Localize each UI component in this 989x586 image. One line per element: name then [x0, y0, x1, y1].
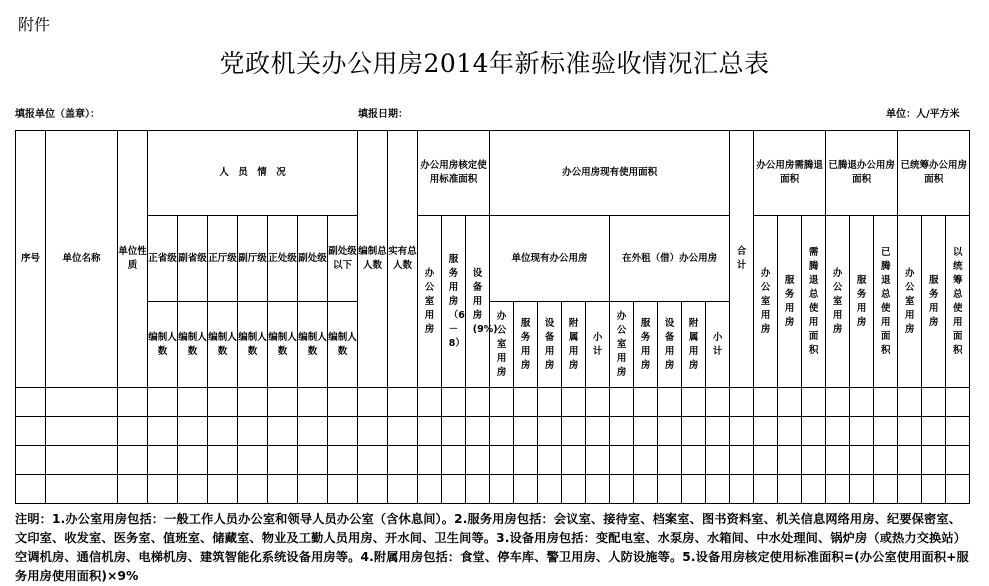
table-cell[interactable]: [874, 446, 898, 475]
table-cell[interactable]: [682, 475, 706, 504]
table-cell[interactable]: [754, 446, 778, 475]
table-cell[interactable]: [754, 475, 778, 504]
table-cell[interactable]: [946, 446, 970, 475]
quota-cell: 编制人数: [298, 302, 328, 388]
table-cell[interactable]: [118, 446, 148, 475]
table-cell[interactable]: [46, 417, 118, 446]
table-cell[interactable]: [562, 417, 586, 446]
table-row: [16, 475, 970, 504]
table-cell[interactable]: [562, 446, 586, 475]
table-cell[interactable]: [388, 475, 418, 504]
quota-cell: 编制人数: [178, 302, 208, 388]
table-cell[interactable]: [148, 446, 178, 475]
table-cell[interactable]: [418, 388, 442, 417]
table-cell[interactable]: [730, 475, 754, 504]
table-cell[interactable]: [850, 388, 874, 417]
header-total: 合计: [730, 131, 754, 388]
quota-cell: 编制人数: [268, 302, 298, 388]
table-cell[interactable]: [754, 388, 778, 417]
table-cell[interactable]: [922, 446, 946, 475]
header-personnel: 人 员 情 况: [148, 131, 358, 216]
table-cell[interactable]: [586, 475, 610, 504]
table-cell[interactable]: [490, 475, 514, 504]
table-cell[interactable]: [826, 388, 850, 417]
table-cell[interactable]: [442, 446, 466, 475]
table-cell[interactable]: [850, 475, 874, 504]
table-row: [16, 417, 970, 446]
vacate-service-header: 服务用房: [778, 216, 802, 388]
table-cell[interactable]: [46, 475, 118, 504]
rented-equipment-header: 设备用房: [658, 302, 682, 388]
table-cell[interactable]: [610, 388, 634, 417]
table-cell[interactable]: [874, 388, 898, 417]
coordinated-service-header: 服务用房: [922, 216, 946, 388]
table-cell[interactable]: [328, 388, 358, 417]
table-cell[interactable]: [268, 446, 298, 475]
table-cell[interactable]: [418, 417, 442, 446]
table-cell[interactable]: [538, 475, 562, 504]
header-authorized-total: 编制总人数: [358, 131, 388, 388]
table-cell[interactable]: [178, 388, 208, 417]
table-cell[interactable]: [922, 388, 946, 417]
table-cell[interactable]: [538, 446, 562, 475]
header-actual-total: 实有总人数: [388, 131, 418, 388]
table-row: [16, 388, 970, 417]
table-cell[interactable]: [514, 388, 538, 417]
header-unit-nature: 单位性质: [118, 131, 148, 388]
table-cell[interactable]: [16, 417, 46, 446]
table-cell[interactable]: [922, 475, 946, 504]
own-equipment-header: 设备用房: [538, 302, 562, 388]
table-cell[interactable]: [562, 388, 586, 417]
table-cell[interactable]: [730, 446, 754, 475]
header-vacated-area: 已腾退办公用房面积: [826, 131, 898, 216]
table-cell[interactable]: [268, 475, 298, 504]
quota-cell: 编制人数: [328, 302, 358, 388]
table-cell[interactable]: [682, 417, 706, 446]
table-cell[interactable]: [118, 475, 148, 504]
table-cell[interactable]: [442, 388, 466, 417]
table-cell[interactable]: [658, 475, 682, 504]
table-cell[interactable]: [826, 475, 850, 504]
table-cell[interactable]: [922, 417, 946, 446]
table-cell[interactable]: [946, 475, 970, 504]
attachment-label: 附件: [18, 15, 51, 34]
table-cell[interactable]: [898, 388, 922, 417]
reporting-date-label: 填报日期：: [358, 109, 408, 120]
own-service-header: 服务用房: [514, 302, 538, 388]
table-cell[interactable]: [46, 446, 118, 475]
own-subtotal-header: 小计: [586, 302, 610, 388]
table-cell[interactable]: [178, 446, 208, 475]
table-cell[interactable]: [874, 417, 898, 446]
table-cell[interactable]: [898, 446, 922, 475]
table-cell[interactable]: [16, 388, 46, 417]
table-cell[interactable]: [268, 388, 298, 417]
table-cell[interactable]: [778, 475, 802, 504]
table-cell[interactable]: [706, 446, 730, 475]
table-cell[interactable]: [850, 446, 874, 475]
std-service-header: 服务用房（6－8）: [442, 216, 466, 388]
table-cell[interactable]: [706, 388, 730, 417]
reporting-unit-label: 填报单位（盖章）：: [15, 109, 100, 120]
table-cell[interactable]: [826, 446, 850, 475]
table-cell[interactable]: [238, 475, 268, 504]
rented-auxiliary-header: 附属用房: [682, 302, 706, 388]
own-rooms-header: 单位现有办公用房: [490, 216, 610, 302]
rank-cell: 副处级以下: [328, 216, 358, 302]
table-cell[interactable]: [730, 417, 754, 446]
table-cell[interactable]: [682, 388, 706, 417]
table-cell[interactable]: [802, 475, 826, 504]
table-cell[interactable]: [238, 388, 268, 417]
table-cell[interactable]: [778, 417, 802, 446]
footnote: 注明：1.办公室用房包括：一般工作人员办公室和领导人员办公室（含休息间）。2.服务用房包括：会议室、接待室、档案室、图书资料室、机关信息网络用房、纪要保密室、文印室、收发室、医务室、值班室、储藏室、物业及工勤人员用房、开水间、卫生间等。3.设备用房包括：变配电室、水泵房、水箱间、中水处理间、锅炉房（或热力交换站）空调机房、通信机房、电梯机房、建筑智能化系统设备用房等。4.附属用房包括：食堂、停车库、警卫用房、人防设施等。5.设备用房核定使用标准面积=(办公室使用面积+服务用房使用面积)×9%: [15, 512, 969, 583]
std-equipment-header: 设备用房(9%): [466, 216, 490, 388]
table-cell[interactable]: [586, 417, 610, 446]
rented-subtotal-header: 小计: [706, 302, 730, 388]
table-cell[interactable]: [118, 388, 148, 417]
table-cell[interactable]: [802, 388, 826, 417]
rank-cell: 正处级: [268, 216, 298, 302]
table-cell[interactable]: [16, 446, 46, 475]
table-cell[interactable]: [946, 417, 970, 446]
table-cell[interactable]: [538, 388, 562, 417]
table-cell[interactable]: [706, 417, 730, 446]
table-cell[interactable]: [442, 417, 466, 446]
quota-cell: 编制人数: [238, 302, 268, 388]
table-cell[interactable]: [328, 475, 358, 504]
table-cell[interactable]: [514, 417, 538, 446]
table-cell[interactable]: [658, 417, 682, 446]
quota-cell: 编制人数: [148, 302, 178, 388]
header-coordinated-area: 已统筹办公用房面积: [898, 131, 970, 216]
rank-cell: 副厅级: [238, 216, 268, 302]
vacate-total-header: 需腾退总使用面积: [802, 216, 826, 388]
table-cell[interactable]: [778, 388, 802, 417]
table-cell[interactable]: [466, 417, 490, 446]
table-cell[interactable]: [178, 475, 208, 504]
rank-cell: 副处级: [298, 216, 328, 302]
header-vacate-area: 办公用房需腾退面积: [754, 131, 826, 216]
table-row: [16, 446, 970, 475]
table-cell[interactable]: [826, 417, 850, 446]
table-cell[interactable]: [490, 446, 514, 475]
table-cell[interactable]: [586, 446, 610, 475]
table-cell[interactable]: [208, 388, 238, 417]
table-cell[interactable]: [358, 388, 388, 417]
own-auxiliary-header: 附属用房: [562, 302, 586, 388]
rank-cell: 正厅级: [208, 216, 238, 302]
rented-service-header: 服务用房: [634, 302, 658, 388]
table-cell[interactable]: [802, 417, 826, 446]
table-cell[interactable]: [514, 446, 538, 475]
table-cell[interactable]: [208, 446, 238, 475]
coordinated-total-header: 以统筹总使用面积: [946, 216, 970, 388]
table-cell[interactable]: [328, 417, 358, 446]
table-cell[interactable]: [634, 446, 658, 475]
table-cell[interactable]: [178, 417, 208, 446]
table-cell[interactable]: [118, 417, 148, 446]
rank-cell: 正省级: [148, 216, 178, 302]
table-cell[interactable]: [610, 446, 634, 475]
page-title: 党政机关办公用房2014年新标准验收情况汇总表: [219, 49, 770, 78]
table-cell[interactable]: [148, 388, 178, 417]
table-cell[interactable]: [634, 417, 658, 446]
table-cell[interactable]: [634, 388, 658, 417]
rented-office-header: 办公室用房: [610, 302, 634, 388]
quota-cell: 编制人数: [208, 302, 238, 388]
table-cell[interactable]: [874, 475, 898, 504]
table-cell[interactable]: [268, 417, 298, 446]
header-unit-name: 单位名称: [46, 131, 118, 388]
table-cell[interactable]: [388, 446, 418, 475]
header-standard-area: 办公用房核定使用标准面积: [418, 131, 490, 216]
table-cell[interactable]: [418, 475, 442, 504]
table-cell[interactable]: [778, 446, 802, 475]
table-cell[interactable]: [490, 388, 514, 417]
vacated-total-header: 已腾退总使用面积: [874, 216, 898, 388]
table-cell[interactable]: [388, 388, 418, 417]
table-cell[interactable]: [298, 417, 328, 446]
table-cell[interactable]: [802, 446, 826, 475]
vacated-service-header: 服务用房: [850, 216, 874, 388]
table-cell[interactable]: [610, 417, 634, 446]
vacated-office-header: 办公室用房: [826, 216, 850, 388]
std-office-header: 办公室用房: [418, 216, 442, 388]
vacate-office-header: 办公室用房: [754, 216, 778, 388]
table-cell[interactable]: [490, 417, 514, 446]
table-cell[interactable]: [442, 475, 466, 504]
summary-table: [15, 130, 970, 504]
table-cell[interactable]: [148, 417, 178, 446]
table-cell[interactable]: [46, 388, 118, 417]
table-cell[interactable]: [16, 475, 46, 504]
table-cell[interactable]: [682, 446, 706, 475]
table-cell[interactable]: [946, 388, 970, 417]
table-cell[interactable]: [658, 446, 682, 475]
table-cell[interactable]: [586, 388, 610, 417]
table-cell[interactable]: [298, 446, 328, 475]
header-current-area: 办公用房现有使用面积: [490, 131, 730, 216]
table-cell[interactable]: [238, 417, 268, 446]
table-cell[interactable]: [754, 417, 778, 446]
table-cell[interactable]: [466, 388, 490, 417]
table-cell[interactable]: [634, 475, 658, 504]
table-cell[interactable]: [208, 417, 238, 446]
table-cell[interactable]: [898, 475, 922, 504]
table-cell[interactable]: [298, 388, 328, 417]
table-cell[interactable]: [328, 446, 358, 475]
own-office-header: 办公室用房: [490, 302, 514, 388]
units-label: 单位：人/平方米: [886, 109, 960, 120]
table-cell[interactable]: [706, 475, 730, 504]
table-cell[interactable]: [358, 475, 388, 504]
table-cell[interactable]: [730, 388, 754, 417]
table-cell[interactable]: [388, 417, 418, 446]
coordinated-office-header: 办公室用房: [898, 216, 922, 388]
table-cell[interactable]: [238, 446, 268, 475]
header-seq: 序号: [16, 131, 46, 388]
table-cell[interactable]: [358, 446, 388, 475]
table-cell[interactable]: [514, 475, 538, 504]
table-cell[interactable]: [562, 475, 586, 504]
table-cell[interactable]: [658, 388, 682, 417]
table-cell[interactable]: [208, 475, 238, 504]
table-cell[interactable]: [898, 417, 922, 446]
table-body: [16, 388, 970, 504]
table-cell[interactable]: [298, 475, 328, 504]
table-cell[interactable]: [538, 417, 562, 446]
table-cell[interactable]: [358, 417, 388, 446]
table-cell[interactable]: [418, 446, 442, 475]
table-cell[interactable]: [466, 475, 490, 504]
table-cell[interactable]: [466, 446, 490, 475]
rented-rooms-header: 在外租（借）办公用房: [610, 216, 730, 302]
rank-cell: 副省级: [178, 216, 208, 302]
table-cell[interactable]: [610, 475, 634, 504]
table-cell[interactable]: [148, 475, 178, 504]
table-cell[interactable]: [850, 417, 874, 446]
